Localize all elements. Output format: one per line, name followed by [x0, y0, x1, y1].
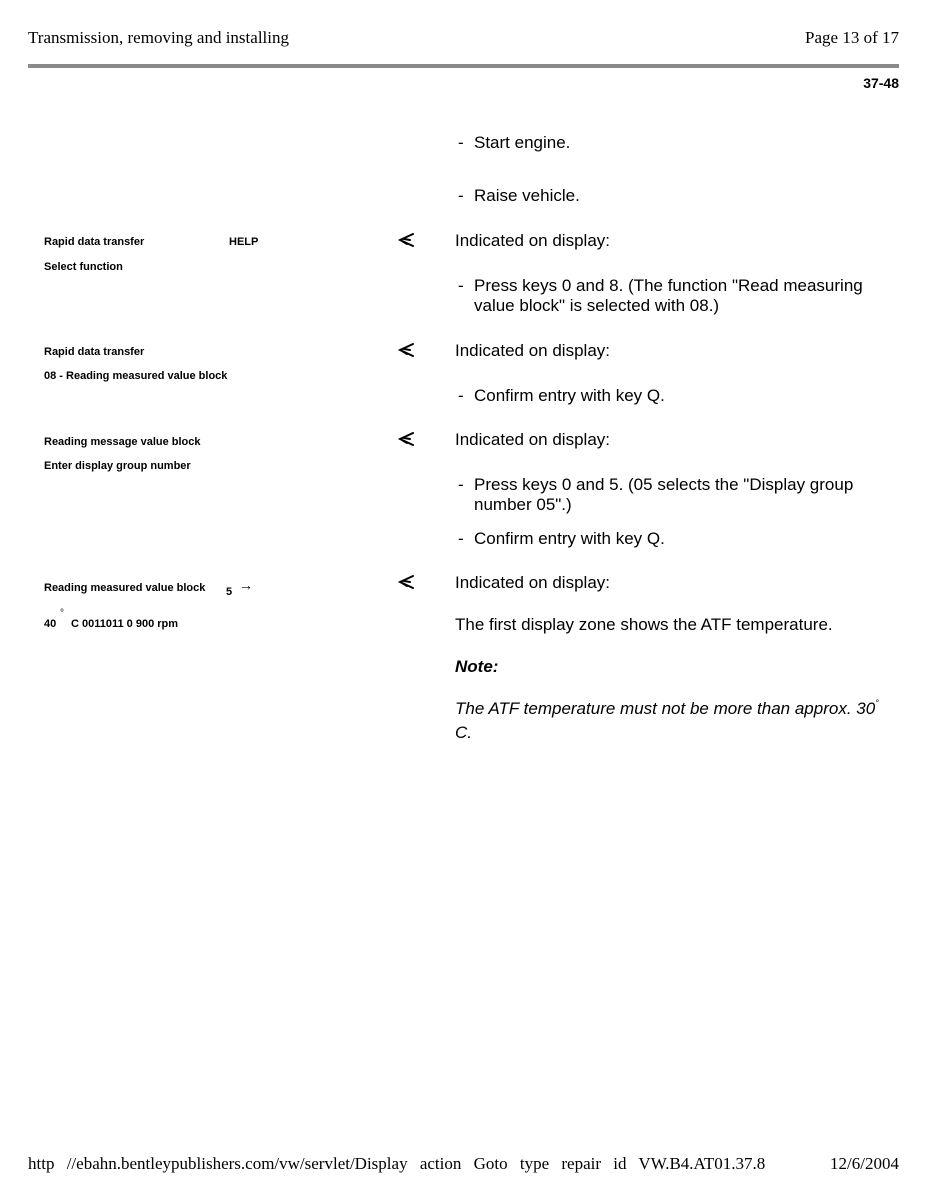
step-press-05: Press keys 0 and 5. (05 selects the "Display group number 05".)	[474, 475, 854, 514]
footer-url: http //ebahn.bentleypublishers.com/vw/servlet/Display action Goto type repair id VW.B4.AT01.37.8	[28, 1154, 766, 1173]
display-group-number: 5	[226, 586, 233, 598]
note-degree-symbol: °	[875, 698, 879, 708]
note-end: C.	[455, 723, 472, 742]
page-header-title: Transmission, removing and installing	[28, 28, 289, 47]
pointer-left-icon	[398, 432, 414, 446]
display-line-1: Reading message value block	[44, 436, 201, 448]
step-dash: -	[458, 529, 464, 548]
step-dash: -	[458, 386, 464, 405]
display-line-2: Enter display group number	[44, 460, 191, 472]
indicated-on-display: Indicated on display:	[455, 231, 610, 250]
pointer-left-icon	[398, 233, 414, 247]
page-footer	[28, 1154, 899, 1174]
step-start-engine: Start engine.	[474, 133, 571, 152]
display-line-1: Reading measured value block	[44, 582, 206, 594]
atf-temperature-text: The first display zone shows the ATF temperature.	[455, 615, 833, 634]
step-confirm-q: Confirm entry with key Q.	[474, 529, 665, 548]
pointer-left-icon	[398, 575, 414, 589]
indicated-on-display: Indicated on display:	[455, 430, 610, 449]
indicated-on-display: Indicated on display:	[455, 573, 610, 592]
display-line-2: Select function	[44, 261, 123, 273]
degree-symbol: °	[60, 608, 64, 619]
section-number: 37-48	[863, 75, 899, 91]
display-temperature: 40	[44, 618, 57, 630]
step-press-08: Press keys 0 and 8. (The function "Read measuring value block" is selected with 08.)	[474, 276, 863, 315]
indicated-on-display: Indicated on display:	[455, 341, 610, 360]
note-label: Note:	[455, 657, 499, 676]
step-dash: -	[458, 475, 464, 494]
page-number: Page 13 of 17	[805, 28, 899, 47]
footer-date: 12/6/2004	[830, 1154, 899, 1173]
pointer-left-icon	[398, 343, 414, 357]
step-raise-vehicle: Raise vehicle.	[474, 186, 580, 205]
display-help-label: HELP	[229, 236, 259, 248]
step-dash: -	[458, 276, 464, 295]
step-dash: -	[458, 186, 464, 205]
note-text	[455, 698, 895, 744]
display-line-1: Rapid data transfer	[44, 346, 145, 358]
display-line-2: C 0011011 0 900 rpm	[71, 618, 179, 630]
display-line-2: 08 - Reading measured value block	[44, 370, 228, 382]
header-divider	[28, 64, 899, 68]
step-confirm-q: Confirm entry with key Q.	[474, 386, 665, 405]
note-body: The ATF temperature must not be more than approx. 30	[455, 699, 876, 718]
step-dash: -	[458, 133, 464, 152]
right-arrow-icon: →	[239, 577, 253, 593]
display-line-1: Rapid data transfer	[44, 236, 145, 248]
